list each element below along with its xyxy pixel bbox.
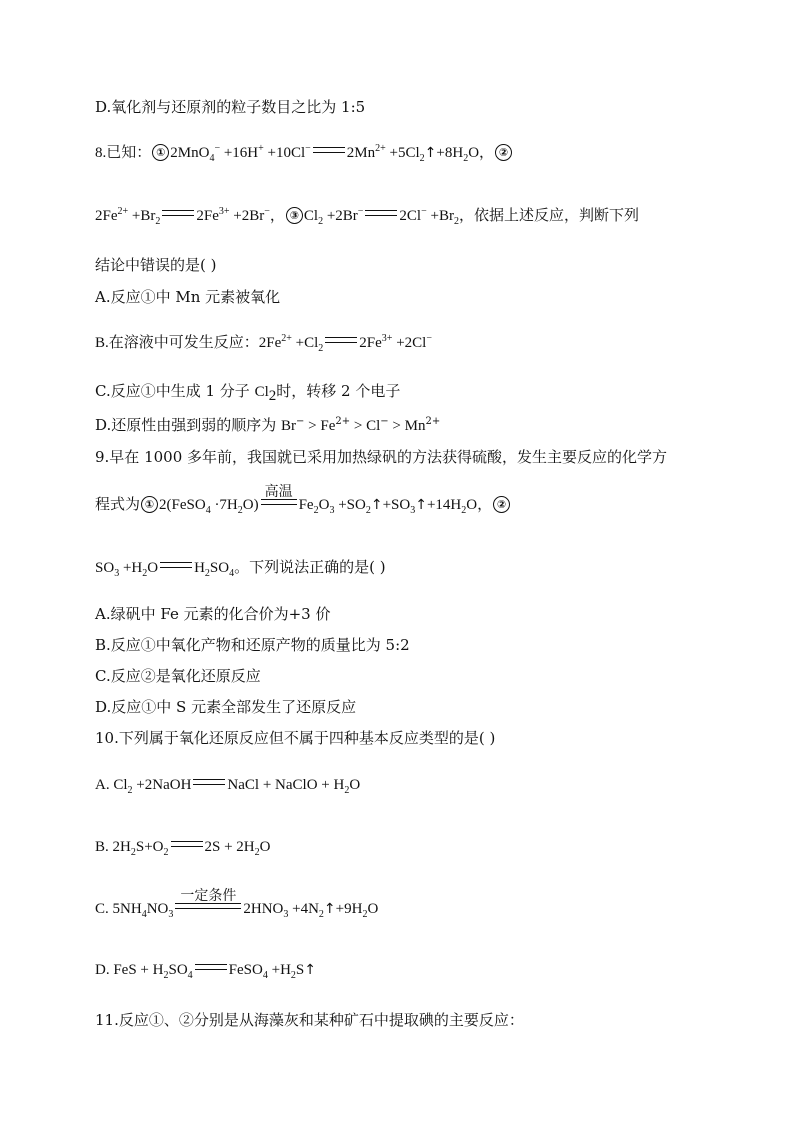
q8-d-sup: 2+ xyxy=(425,416,441,427)
q9-stem-tail: 下列说法正确的是( ) xyxy=(249,558,386,576)
q9-r1-sub: 2 xyxy=(237,505,243,516)
q10-c-sub: 2 xyxy=(318,909,324,920)
q9-stem-line3 xyxy=(95,557,386,578)
q8-stem-line2 xyxy=(95,206,639,226)
q10-a-term: +2NaOH xyxy=(132,777,192,793)
q10-b-term: O xyxy=(259,839,271,855)
q8-r1-term: +16H xyxy=(220,145,259,161)
equals-sign xyxy=(162,210,194,216)
q8-r2-term: +Br xyxy=(128,208,156,224)
q7-option-d: D.氧化剂与还原剂的粒子数目之比为 1:5 xyxy=(95,98,366,116)
q10-d-sub: 2 xyxy=(163,970,169,981)
q8-option-a: A.反应①中 Mn 元素被氧化 xyxy=(95,288,281,306)
equals-sign xyxy=(313,147,345,153)
q10-option-c xyxy=(95,888,379,920)
q10-c-term: +4N xyxy=(288,901,319,917)
q8-r1-sup: 2+ xyxy=(375,143,386,154)
q8-d-term: > Mn xyxy=(388,418,426,434)
q10-b-label: B. xyxy=(95,839,113,855)
q10-stem: 10.下列属于氧化还原反应但不属于四种基本反应类型的是( ) xyxy=(95,729,496,747)
q8-b-sup: − xyxy=(426,333,432,344)
condition-equals xyxy=(261,484,297,505)
q8-c-text: C.反应①中生成 1 分子 xyxy=(95,382,255,400)
q9-r2-term: H xyxy=(194,560,205,576)
q9-r2-sub: 4 xyxy=(229,568,235,579)
q9-r2-term: SO xyxy=(95,560,115,576)
q11-stem: 11.反应①、②分别是从海藻灰和某种矿石中提取碘的主要反应： xyxy=(95,1011,524,1029)
q8-r1-term: 2Mn xyxy=(346,145,376,161)
q9-r2-term: SO xyxy=(209,560,230,576)
q9-r1-sub: 2 xyxy=(313,505,319,516)
q8-r2-term: 2Fe xyxy=(196,208,219,224)
q8-r2-number: ② xyxy=(495,144,512,161)
q9-r2-term: O xyxy=(147,560,159,576)
q9-r1-sub: 3 xyxy=(329,505,335,516)
q8-r1-sup: − xyxy=(214,143,221,154)
condition-equals xyxy=(175,888,241,909)
q10-d-sub: 4 xyxy=(262,970,268,981)
q10-a-sub: 2 xyxy=(127,785,133,796)
q9-r1-term: ·7H xyxy=(210,497,238,513)
q9-r1-sub: 3 xyxy=(410,505,416,516)
q10-b-sub: 2 xyxy=(130,847,136,858)
equals-sign xyxy=(193,779,225,785)
q9-r2-sub: 2 xyxy=(204,568,210,579)
q10-c-term: 5NH xyxy=(112,901,142,917)
q8-prefix: 8.已知： xyxy=(95,145,152,161)
equals-sign xyxy=(365,210,397,216)
q10-a-term: NaCl + NaClO + H xyxy=(227,777,345,793)
q8-c-formula: Cl xyxy=(254,384,269,400)
q10-c-sub: 3 xyxy=(168,909,174,920)
gas-arrow: ↑ xyxy=(323,901,336,917)
q8-r1-sub: 4 xyxy=(209,153,215,164)
q8-d-term: > Cl xyxy=(350,418,381,434)
q8-b-term: +Cl xyxy=(291,335,319,351)
q8-b-term: 2Fe xyxy=(359,335,382,351)
q10-c-label: C. xyxy=(95,901,113,917)
q10-d-term: SO xyxy=(168,962,188,978)
q9-stem-line1: 9.早在 1000 多年前，我国就已采用加热绿矾的方法获得硫酸，发生主要反应的化学方 xyxy=(95,448,668,466)
q9-option-d: D.反应①中 S 元素全部发生了还原反应 xyxy=(95,698,357,716)
q10-a-term: O xyxy=(349,777,361,793)
q9-r1-sub: 2 xyxy=(461,505,467,516)
q9-r1-term: +SO xyxy=(334,497,366,513)
q10-d-sub: 4 xyxy=(187,970,193,981)
q8-r3-sup: − xyxy=(357,206,364,217)
q8-r1-sup: + xyxy=(258,143,264,154)
q10-d-term: FeSO xyxy=(228,962,263,978)
q9-r1-sub: 2 xyxy=(365,505,371,516)
gas-arrow: ↑ xyxy=(370,497,383,513)
q8-d-sup: − xyxy=(296,416,305,427)
q8-r3-number: ③ xyxy=(286,207,303,224)
q8-r1-term: 2MnO xyxy=(170,145,210,161)
equals-sign xyxy=(325,337,357,343)
q8-stem-tail1: 依据上述反应，判断下列 xyxy=(473,208,639,224)
gas-arrow: ↑ xyxy=(424,145,437,161)
q8-d-term: Br xyxy=(281,418,297,434)
q9-r2-sub: 3 xyxy=(114,568,120,579)
q9-r1-term: (FeSO xyxy=(166,497,206,513)
q8-r3-sup: − xyxy=(421,206,427,217)
q8-option-d xyxy=(95,415,440,436)
q10-b-term: 2S + 2H xyxy=(204,839,255,855)
q10-d-term: +H xyxy=(267,962,291,978)
q8-d-term: > Fe xyxy=(304,418,336,434)
q8-r3-sub: 2 xyxy=(318,216,324,227)
q8-r1-term: +10Cl xyxy=(263,145,306,161)
q8-d-sup: 2+ xyxy=(335,416,351,427)
q9-r1-sub: 4 xyxy=(205,505,211,516)
q10-option-a xyxy=(95,775,360,795)
q8-c-sub: 2 xyxy=(268,388,277,404)
q10-d-term: FeS + H xyxy=(113,962,164,978)
q10-a-term: Cl xyxy=(113,777,128,793)
q8-b-sup: 2+ xyxy=(281,333,292,344)
gas-arrow: ↑ xyxy=(304,962,316,978)
q9-r1-term: 2 xyxy=(159,497,167,513)
q8-r1-term: +8H xyxy=(436,145,464,161)
q10-c-term: +9H xyxy=(335,901,363,917)
q8-b-sub: 2 xyxy=(318,343,324,354)
q9-r1-term: O xyxy=(318,497,330,513)
q10-option-d xyxy=(95,960,316,980)
q8-b-sup: 3+ xyxy=(381,333,393,344)
condition-label: 高温 xyxy=(264,484,293,500)
q9-r2-number: ② xyxy=(493,496,510,513)
q10-c-sub: 2 xyxy=(362,909,368,920)
q8-stem-line1 xyxy=(95,143,513,163)
q8-r2-term: 2Fe xyxy=(95,208,118,224)
q10-b-term: S+O xyxy=(135,839,164,855)
q8-option-b-text: B.在溶液中可发生反应： xyxy=(95,335,259,351)
q10-a-sub: 2 xyxy=(344,785,350,796)
q10-d-sub: 2 xyxy=(290,970,296,981)
gas-arrow: ↑ xyxy=(415,497,427,513)
q10-c-term: 2HNO xyxy=(243,901,284,917)
q9-r1-term: +14H xyxy=(426,497,462,513)
q8-c-text: 时，转移 2 个电子 xyxy=(276,382,401,400)
q8-d-sup: − xyxy=(380,416,389,427)
q8-r1-sub: 2 xyxy=(419,153,425,164)
q8-r2-sup: 2+ xyxy=(117,206,129,217)
q9-r1-number: ① xyxy=(141,496,158,513)
q8-d-text: D.还原性由强到弱的顺序为 xyxy=(95,416,282,434)
q9-r1-term: O) xyxy=(242,497,259,513)
q8-r2-sub: 2 xyxy=(155,216,161,227)
q9-r2-sub: 2 xyxy=(142,568,148,579)
q9-r1-term: O， xyxy=(466,497,493,513)
q8-r1-number: ① xyxy=(152,144,169,161)
q10-c-term: O xyxy=(367,901,379,917)
q9-prefix: 程式为 xyxy=(95,495,141,513)
q8-r2-sup: 3+ xyxy=(218,206,230,217)
q10-c-term: NO xyxy=(146,901,169,917)
q8-r3-sub: 2 xyxy=(453,216,459,227)
q10-c-sub: 3 xyxy=(283,909,289,920)
q8-r3-term: ， xyxy=(458,208,474,224)
q9-option-c: C.反应②是氧化还原反应 xyxy=(95,667,261,685)
q9-option-b: B.反应①中氧化产物和还原产物的质量比为 5:2 xyxy=(95,636,410,654)
q8-r3-term: Cl xyxy=(303,208,319,224)
equals-sign xyxy=(160,562,192,568)
q9-r1-term: Fe xyxy=(298,497,314,513)
q8-r1-term: O， xyxy=(468,145,495,161)
q10-a-label: A. xyxy=(95,777,114,793)
q8-r1-sup: − xyxy=(305,143,311,154)
q9-r2-term: +H xyxy=(119,560,143,576)
q10-option-b xyxy=(95,837,270,857)
q8-r1-sub: 2 xyxy=(463,153,469,164)
q8-r2-term: +2Br xyxy=(229,208,265,224)
equals-sign xyxy=(171,841,203,847)
q8-r3-term: +2Br xyxy=(323,208,358,224)
q8-r1-term: +5Cl xyxy=(385,145,420,161)
q9-stem-line2 xyxy=(95,484,511,516)
q8-option-b xyxy=(95,333,432,353)
q8-r3-term: 2Cl xyxy=(399,208,422,224)
equals-sign xyxy=(195,964,227,970)
q9-r1-term: +SO xyxy=(382,497,411,513)
q8-option-c xyxy=(95,381,400,402)
q10-b-sub: 2 xyxy=(254,847,260,858)
q8-stem-line3: 结论中错误的是( ) xyxy=(95,256,217,274)
q8-r2-term: ， xyxy=(269,208,285,224)
q10-d-label: D. xyxy=(95,962,114,978)
q10-b-sub: 2 xyxy=(163,847,169,858)
q10-c-sub: 4 xyxy=(141,909,147,920)
q9-r2-term: 。 xyxy=(234,558,250,576)
q9-option-a: A.绿矾中 Fe 元素的化合价为+3 价 xyxy=(95,605,331,623)
q10-d-term: S xyxy=(295,962,305,978)
q10-b-term: 2H xyxy=(112,839,131,855)
q8-r3-term: +Br xyxy=(426,208,454,224)
q8-b-term: 2Fe xyxy=(258,335,282,351)
q8-r2-sup: − xyxy=(264,206,270,217)
condition-label: 一定条件 xyxy=(180,888,237,904)
q8-b-term: +2Cl xyxy=(392,335,427,351)
